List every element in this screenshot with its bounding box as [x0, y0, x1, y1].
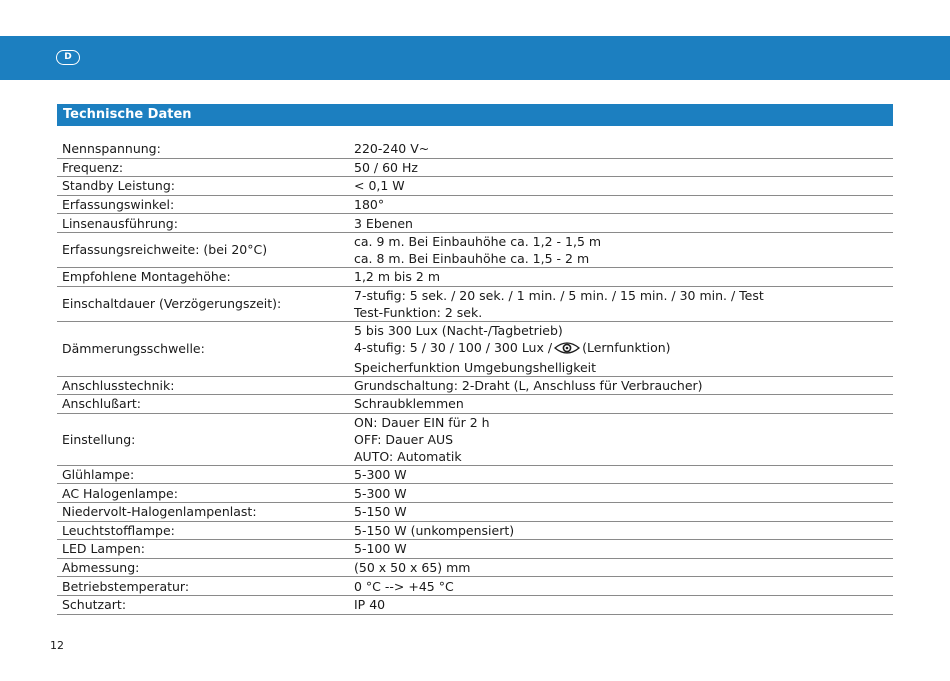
- spec-value-line: 5-100 W: [354, 541, 407, 557]
- spec-value: [344, 558, 893, 577]
- spec-value: [344, 413, 893, 465]
- spec-value-line: Test-Funktion: 2 sek.: [354, 304, 483, 320]
- table-row: [57, 267, 893, 286]
- spec-value: [344, 395, 893, 414]
- table-row: [57, 232, 893, 267]
- table-row: [57, 521, 893, 540]
- spec-label: Glühlampe:: [57, 465, 344, 484]
- spec-value: [344, 577, 893, 596]
- spec-value-line: (50 x 50 x 65) mm: [354, 560, 471, 576]
- spec-value: [344, 502, 893, 521]
- spec-label: Empfohlene Montagehöhe:: [57, 267, 344, 286]
- spec-value-line: Grundschaltung: 2-Draht (L, Anschluss für Verbraucher): [354, 377, 703, 393]
- table-row: [57, 484, 893, 503]
- spec-label: Leuchtstofflampe:: [57, 521, 344, 540]
- spec-label: Nennspannung:: [57, 140, 344, 158]
- spec-table: [57, 140, 893, 615]
- spec-value-line: 5-300 W: [354, 467, 407, 483]
- spec-value: [344, 521, 893, 540]
- spec-value: [344, 267, 893, 286]
- table-row: [57, 540, 893, 559]
- table-row: [57, 558, 893, 577]
- table-row: [57, 286, 893, 321]
- spec-value: [344, 158, 893, 177]
- spec-value-line: [354, 339, 888, 359]
- spec-label: Niedervolt-Halogenlampenlast:: [57, 502, 344, 521]
- spec-label: Abmessung:: [57, 558, 344, 577]
- spec-value-line: AUTO: Automatik: [354, 448, 462, 464]
- spec-value-line: 5-300 W: [354, 485, 407, 501]
- lux-steps-text: 4-stufig: 5 / 30 / 100 / 300 Lux /: [354, 339, 553, 355]
- learn-function-text: (Lernfunktion): [582, 339, 671, 355]
- spec-value-line: 5-150 W (unkompensiert): [354, 522, 515, 538]
- spec-value-line: OFF: Dauer AUS: [354, 431, 454, 447]
- spec-value-line: ca. 8 m. Bei Einbauhöhe ca. 1,5 - 2 m: [354, 250, 590, 266]
- spec-label: AC Halogenlampe:: [57, 484, 344, 503]
- page-number: 12: [50, 639, 64, 652]
- table-row: [57, 140, 893, 158]
- section-title: Technische Daten: [57, 104, 893, 126]
- spec-label: LED Lampen:: [57, 540, 344, 559]
- table-row: [57, 577, 893, 596]
- spec-value: [344, 540, 893, 559]
- spec-value-line: Schraubklemmen: [354, 396, 464, 412]
- spec-label: Einstellung:: [57, 413, 344, 465]
- spec-value: [344, 232, 893, 267]
- spec-value-line: < 0,1 W: [354, 178, 405, 194]
- spec-value-line: IP 40: [354, 597, 386, 613]
- table-row: [57, 214, 893, 233]
- spec-value-line: 50 / 60 Hz: [354, 159, 418, 175]
- table-row: [57, 413, 893, 465]
- spec-value: [344, 376, 893, 395]
- spec-value-line: Speicherfunktion Umgebungshelligkeit: [354, 359, 597, 375]
- spec-label: Erfassungswinkel:: [57, 195, 344, 214]
- spec-value: [344, 286, 893, 321]
- table-row: [57, 465, 893, 484]
- spec-value-line: 1,2 m bis 2 m: [354, 269, 440, 285]
- spec-label: Anschlusstechnik:: [57, 376, 344, 395]
- spec-label: Anschlußart:: [57, 395, 344, 414]
- spec-value: [344, 595, 893, 614]
- spec-value-line: ca. 9 m. Bei Einbauhöhe ca. 1,2 - 1,5 m: [354, 233, 602, 249]
- table-row: [57, 395, 893, 414]
- table-row: [57, 321, 893, 376]
- spec-value-line: 3 Ebenen: [354, 215, 413, 231]
- spec-label: Schutzart:: [57, 595, 344, 614]
- table-row: [57, 502, 893, 521]
- table-row: [57, 595, 893, 614]
- spec-value: [344, 177, 893, 196]
- spec-value-line: 5 bis 300 Lux (Nacht-/Tagbetrieb): [354, 322, 563, 338]
- spec-value-line: 7-stufig: 5 sek. / 20 sek. / 1 min. / 5 min. / 15 min. / 30 min. / Test: [354, 287, 764, 303]
- spec-value-line: 0 °C --> +45 °C: [354, 578, 454, 594]
- spec-label: Standby Leistung:: [57, 177, 344, 196]
- eye-icon: [554, 341, 580, 359]
- spec-value: [344, 465, 893, 484]
- table-row: [57, 195, 893, 214]
- spec-label: Erfassungsreichweite: (bei 20°C): [57, 232, 344, 267]
- spec-label: Dämmerungsschwelle:: [57, 321, 344, 376]
- spec-label: Frequenz:: [57, 158, 344, 177]
- table-row: [57, 158, 893, 177]
- spec-value: [344, 214, 893, 233]
- spec-value: [344, 140, 893, 158]
- spec-value: [344, 195, 893, 214]
- table-row: [57, 177, 893, 196]
- spec-value-line: 5-150 W: [354, 504, 407, 520]
- table-row: [57, 376, 893, 395]
- spec-label: Linsenausführung:: [57, 214, 344, 233]
- spec-value: [344, 484, 893, 503]
- language-badge: D: [56, 50, 80, 65]
- spec-value-line: 220-240 V~: [354, 141, 430, 157]
- spec-value-line: 180°: [354, 197, 385, 213]
- spec-value-line: ON: Dauer EIN für 2 h: [354, 414, 490, 430]
- spec-label: Betriebstemperatur:: [57, 577, 344, 596]
- spec-value: [344, 321, 893, 376]
- header-bar: [0, 36, 950, 80]
- spec-label: Einschaltdauer (Verzögerungszeit):: [57, 286, 344, 321]
